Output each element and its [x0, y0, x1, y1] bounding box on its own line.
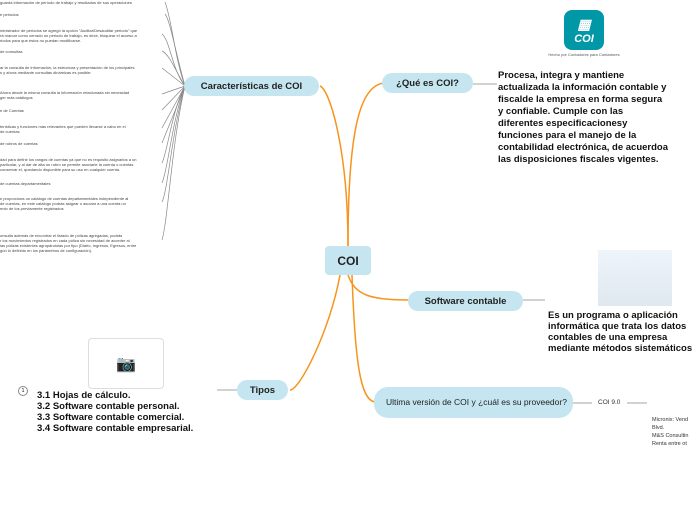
- feature-text: terísticas y funciones más relevantes que pueden llevarse a cabo en el de cuentas: [0, 124, 126, 134]
- branch-tipos[interactable]: Tipos: [237, 380, 288, 400]
- coi-logo: [548, 0, 620, 68]
- feature-text: guarda información de período de trabajo y resultados de sus operaciones: [0, 0, 132, 5]
- feature-text: dad para definir los rangos de cuentas ya que no es requisito asignarlos a un particular, y al dar de alta un rubro se permite asociarle la cuenta o cuentas conservar el, quedando disponible para su uso en cualquier cuenta.: [0, 157, 137, 172]
- feature-text: de cuentas departamentales: [0, 181, 51, 186]
- tipos-badge: 1: [18, 386, 28, 396]
- list-item: 3.2 Software contable personal.: [37, 401, 180, 412]
- feature-text: Ahora desde la misma consulta la información relacionada sin necesidad ger más catálogos: [0, 90, 130, 100]
- list-item: 3.3 Software contable comercial.: [37, 412, 185, 423]
- logo-label: COI: [574, 32, 594, 45]
- feature-text: e proporciona un catálogo de cuentas departamentales independiente al de cuentas, en este catálogo podrás asignar o asociar a una cuenta un ento de los previamente registrados: [0, 196, 129, 211]
- branch-ultima-version[interactable]: Ultima versión de COI y ¿cuál es su proveedor?: [374, 387, 573, 418]
- proveedor-line: Micronix: Vend: [652, 417, 689, 423]
- proveedor-line: Renta entre ot: [652, 441, 687, 447]
- branch-software[interactable]: Software contable: [408, 291, 523, 311]
- feature-text: de rubros de cuentas: [0, 141, 38, 146]
- central-node[interactable]: COI: [325, 246, 371, 275]
- proveedor-line: M&S Consultin: [652, 433, 689, 439]
- que-es-text: Procesa, integra y mantiene actualizada la información contable y fiscalde la empresa en forma segura y confiable. Cumple con las diferentes especificacionesy funciones para el manejo de la contabilidad electrónica, de acuerdoa las disposiciones fiscales vigentes.: [498, 70, 668, 165]
- camera-icon[interactable]: 📷: [88, 338, 164, 389]
- tipos-list: [37, 390, 217, 434]
- feature-text: ministrador de periodos se agregó la opción "Auditar/Desauditar periodo" que rá marcar como cerrado un periodo de trabajo, es decir, bloquear el acceso a riodos para que éstos no puedan modificarse.: [0, 28, 138, 43]
- feature-text: e de Cuentas: [0, 108, 24, 113]
- laptop-chart-image: [598, 250, 672, 306]
- feature-text: onsulta además de encontrar el listado de pólizas agregadas, podrás r los movimientos registrados en cada póliza sin necesidad de acceder al las pólizas existentes agrupándolas por tipo (Diario, Ingresos, Egresos, entre gún lo definido en los parámetros de configuración).: [0, 233, 137, 253]
- branch-caracteristicas[interactable]: Características de COI: [184, 76, 319, 96]
- software-text: Es un programa o aplicación informática que trata los datos contables de una empresa mediante métodos sistemáticos: [548, 310, 693, 354]
- proveedor-text: [652, 416, 688, 448]
- feature-text: de consultas: [0, 49, 23, 54]
- feature-text: ar la consulta de información, la estructura y presentación de los principales s y ahora mediante consultas dinámicas es posible:: [0, 65, 135, 75]
- feature-text: e periodos: [0, 12, 19, 17]
- list-item: 3.1 Hojas de cálculo.: [37, 390, 131, 401]
- branch-que-es[interactable]: ¿Qué es COI?: [382, 73, 473, 93]
- version-label: COI 9.0: [598, 399, 621, 406]
- calculator-icon: ▦ COI: [564, 10, 604, 50]
- proveedor-line: Blvd.: [652, 425, 665, 431]
- list-item: 3.4 Software contable empresarial.: [37, 423, 194, 434]
- logo-tagline: Hecho por Contadores para Contadores: [548, 52, 620, 57]
